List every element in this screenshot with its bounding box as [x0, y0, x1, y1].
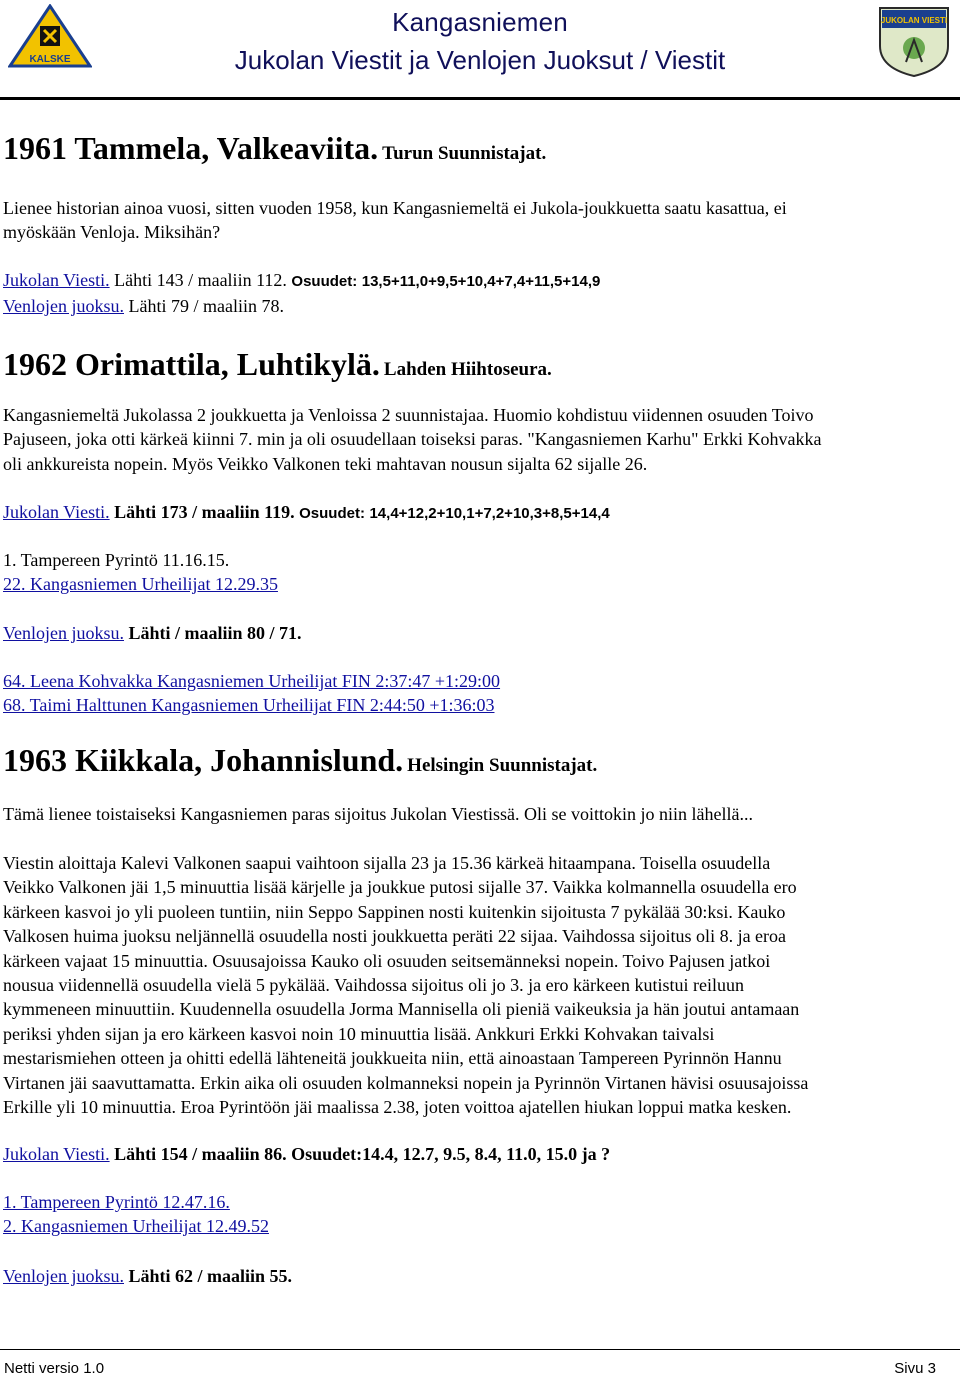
splits-label: Osuudet: — [299, 505, 365, 522]
paragraph-1963-story — [3, 851, 955, 1119]
venlojen-juoksu-link[interactable]: Venlojen juoksu. — [3, 623, 124, 643]
text-line: Veikko Valkonen jäi 1,5 minuuttia lisää kärjelle ja joukkue putosi sijalle 37. Vaikka kolmannella osuudella ero — [3, 877, 797, 898]
text-line: Kangasniemeltä Jukolassa 2 joukkuetta ja Venloissa 2 suunnistajaa. Huomio kohdistuu viidennen osuuden Toivo — [3, 405, 814, 425]
kalske-logo-text: KALSKE — [29, 54, 71, 65]
paragraph-1963-intro: Tämä lienee toistaiseksi Kangasniemen paras sijoitus Jukolan Viestissä. Oli se voittokin jo niin lähellä... — [3, 804, 753, 824]
paragraph-1961-intro — [3, 196, 955, 245]
page-footer — [0, 1349, 960, 1379]
heading-1962-place: 1962 Orimattila, Luhtikylä. — [3, 346, 380, 382]
result-row-link[interactable]: 1. Tampereen Pyrintö 12.47.16. — [3, 1192, 230, 1212]
jukola-line-1961 — [3, 268, 955, 294]
heading-1961 — [3, 128, 955, 168]
text-line: kärkeen vajaat 15 minuuttia. Osuusajoissa Kauko oli osuuden seitsemänneksi nopein. Toivo Pajusen jatkoi — [3, 950, 771, 971]
jukola-start-finish-splits: Lähti 154 / maaliin 86. Osuudet:14.4, 12.7, 9.5, 8.4, 11.0, 15.0 ja ? — [114, 1144, 611, 1164]
heading-1962-host: Lahden Hiihtoseura. — [383, 359, 552, 380]
venlojen-juoksu-link[interactable]: Venlojen juoksu. — [3, 1266, 124, 1286]
header-subtitle: Jukolan Viestit ja Venlojen Juoksut / Viestit — [234, 45, 726, 75]
text-line: kärkeen kasvoi jo yli puoleen tuntiin, niin Seppo Sappinen nosti kuitenkin sijoitusta 7 pykälää 30:ksi. Kauko — [3, 901, 786, 922]
venla-line-1961 — [3, 294, 955, 318]
text-line: Pajuseen, joka otti kärkeä kiinni 7. min ja oli osuudellaan toiseksi paras. "Kangasniemen Karhu" Erkki Kohvakka — [3, 429, 822, 450]
jukola-start-finish: Lähti 143 / maaliin 112. — [114, 270, 287, 290]
header-divider — [0, 97, 960, 100]
text-line: kymmeneen minuuttiin. Kuudennella osuudella Jorma Mannisella oli pieniä vaikeuksia ja hän joutui antamaan — [3, 999, 800, 1020]
text-line: Erkille yli 10 minuuttia. Eroa Pyrintöön jäi maalissa 2.38, joten voittoa ajatellen hiukan loppui matka kesken. — [3, 1097, 792, 1118]
jukolan-viesti-link[interactable]: Jukolan Viesti. — [3, 502, 110, 522]
jukolan-viesti-logo-text: JUKOLAN VIESTI — [880, 16, 948, 25]
version-label: Netti versio 1.0 — [4, 1360, 105, 1377]
header-title: Kangasniemen — [392, 7, 568, 37]
result-row-link[interactable]: 22. Kangasniemen Urheilijat 12.29.35 — [3, 574, 278, 595]
splits-values: 13,5+11,0+9,5+10,4+7,4+11,5+14,9 — [361, 273, 601, 290]
page-number: Sivu 3 — [894, 1360, 936, 1377]
heading-1963-host: Helsingin Suunnistajat. — [407, 755, 598, 776]
result-row: 1. Tampereen Pyrintö 11.16.15. — [3, 550, 230, 570]
jukola-results-1962 — [3, 548, 955, 597]
result-row-link[interactable]: 2. Kangasniemen Urheilijat 12.49.52 — [3, 1216, 269, 1237]
venlojen-juoksu-link[interactable]: Venlojen juoksu. — [3, 296, 124, 317]
venla-start-finish: Lähti 79 / maaliin 78. — [128, 296, 284, 317]
venla-line-1963 — [3, 1264, 955, 1288]
heading-1962 — [3, 344, 955, 384]
jukola-results-1963 — [3, 1190, 955, 1239]
paragraph-1962 — [3, 403, 955, 476]
text-line: periksi yhden sijan ja ero kärkeen kasvoi noin 10 minuuttia lisää. Ankkuri Erkki Kohvakan taivalsi — [3, 1023, 715, 1044]
result-row-link[interactable]: 68. Taimi Halttunen Kangasniemen Urheilijat FIN 2:44:50 +1:36:03 — [3, 695, 495, 716]
venla-start-finish: Lähti / maaliin 80 / 71. — [128, 623, 302, 643]
text-line: mestarismiehen otteen ja ohitti edellä lähteneitä joukkueita niin, että ainoastaan Tampereen Pyrinnön Hannu — [3, 1048, 782, 1069]
jukola-start-finish: Lähti 173 / maaliin 119. — [114, 502, 295, 522]
text-line: myöskään Venloja. Miksihän? — [3, 222, 221, 243]
heading-1961-place: 1961 Tammela, Valkeaviita. — [3, 130, 379, 166]
jukolan-viesti-link[interactable]: Jukolan Viesti. — [3, 270, 110, 290]
venla-line-1962 — [3, 621, 955, 645]
text-line: Valkosen huima juoksu neljännellä osuudella nosti joukkuetta peräti 22 sijaa. Vaihdossa sijoitus oli 8. ja eroa — [3, 926, 787, 947]
jukola-line-1962 — [3, 500, 955, 526]
jukolan-viesti-link[interactable]: Jukolan Viesti. — [3, 1144, 110, 1164]
heading-1963-place: 1963 Kiikkala, Johannislund. — [3, 742, 404, 778]
text-line: nousua viidennellä osuudella vielä 5 pykälää. Vaihdossa sijoitus oli jo 3. ja ero kärkeen kutistui reiluun — [3, 975, 745, 996]
splits-label: Osuudet: — [291, 273, 358, 290]
text-line: Virtanen jäi saavuttamatta. Erkin aika oli osuuden kolmanneksi nopein ja Pyrinnön Virtanen hävisi osuusajoissa — [3, 1072, 809, 1093]
venla-results-1962 — [3, 669, 955, 718]
heading-1961-host: Turun Suunnistajat. — [382, 143, 547, 164]
splits-values: 14,4+12,2+10,1+7,2+10,3+8,5+14,4 — [369, 505, 610, 522]
text-line: oli ankkureista nopein. Myös Veikko Valkonen teki mahtavan nousun sijalta 62 sijalle 26. — [3, 453, 648, 474]
text-line: Viestin aloittaja Kalevi Valkonen saapui vaihtoon sijalla 23 ja 15.36 kärkeä hitaampana. Toisella osuudella — [3, 853, 771, 873]
results-1961 — [3, 268, 955, 319]
jukola-line-1963 — [3, 1142, 955, 1166]
venla-start-finish: Lähti 62 / maaliin 55. — [128, 1266, 293, 1286]
page-header — [0, 0, 960, 90]
text-line: Lienee historian ainoa vuosi, sitten vuoden 1958, kun Kangasniemeltä ei Jukola-joukkuetta saatu kasattua, ei — [3, 198, 787, 218]
heading-1963 — [3, 740, 955, 780]
result-row-link[interactable]: 64. Leena Kohvakka Kangasniemen Urheilijat FIN 2:37:47 +1:29:00 — [3, 671, 501, 691]
